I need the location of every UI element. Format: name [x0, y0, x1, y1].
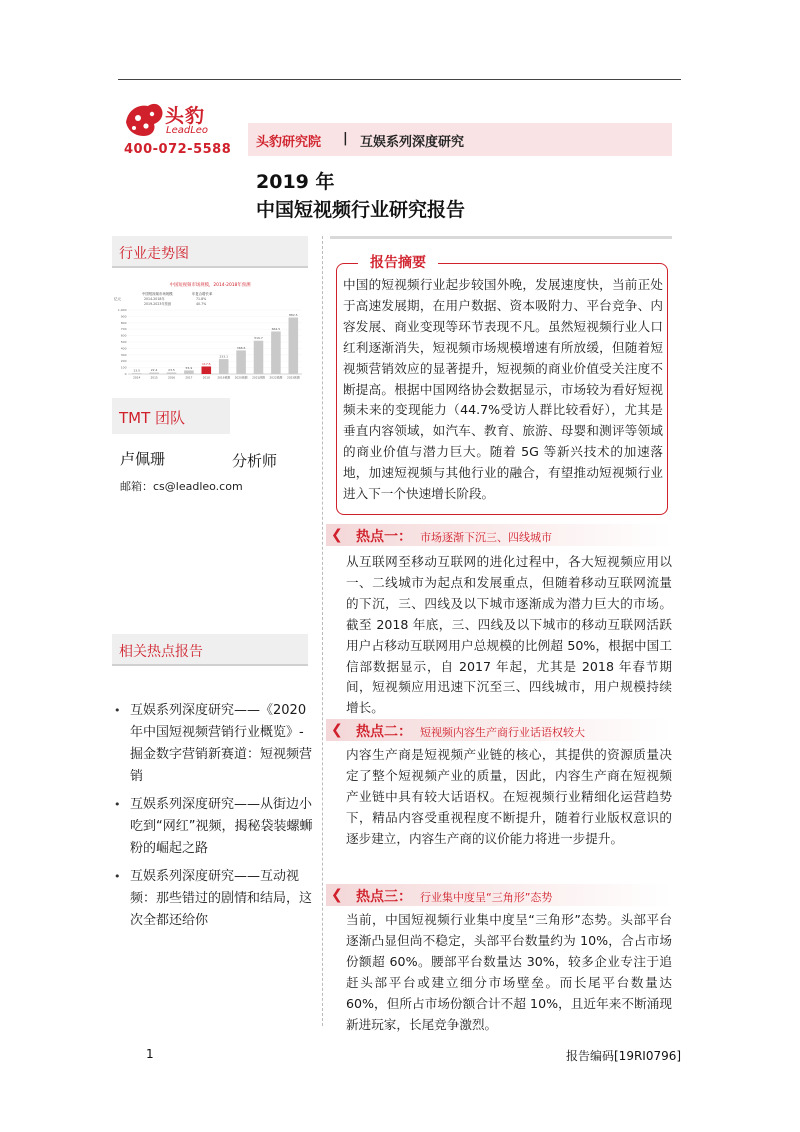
hotspot-3-heading — [326, 884, 672, 906]
x-tick-label: 2021预测 — [252, 375, 265, 380]
y-tick-label: 800 — [120, 320, 127, 325]
related-report-item[interactable]: • 互娱系列深度研究——《2020年中国短视频营销行业概览》-掘金数字营销新赛道：短视频营销 — [114, 700, 314, 788]
bar-value-label: 23.5 — [168, 367, 175, 372]
column-divider — [322, 236, 323, 1026]
chart-title: 中国短视频市场规模，2014-2018年预测 — [169, 283, 251, 288]
legend-row-value: 71.8% — [196, 297, 207, 301]
related-report-item[interactable]: • 互娱系列深度研究——互动视频：那些错过的剧情和结局，这次全都还给你 — [114, 866, 314, 932]
x-tick-label: 2023预测 — [286, 375, 300, 380]
summary-title: 报告摘要 — [370, 255, 426, 271]
chart-bar — [219, 359, 229, 374]
quote-mark-icon: ❮ — [331, 722, 343, 738]
page-title: 中国短视频行业研究报告 — [256, 199, 466, 221]
x-tick-label: 2019预测 — [217, 375, 231, 380]
quote-mark-icon: ❮ — [331, 887, 343, 903]
related-report-item[interactable]: • 互娱系列深度研究——从街边小吃到“网红”视频，揭秘袋装螺蛳粉的崛起之路 — [114, 794, 314, 860]
y-tick-label: 200 — [120, 359, 127, 364]
report-year: 2019 年 — [256, 171, 335, 193]
bar-value-label: 519.7 — [254, 336, 263, 341]
x-tick-label: 2022预测 — [269, 375, 283, 380]
chart-bar — [184, 370, 194, 374]
report-code: 报告编码[19RI0796] — [566, 1049, 682, 1063]
tmt-heading-label: TMT 团队 — [119, 409, 186, 427]
trend-section-heading — [112, 236, 308, 268]
hotspot-1-text: 从互联网至移动互联网的进化过程中，各大短视频应用以一、二线城市为起点和发展重点，但随着移动互联网流量的下沉，三、四线及以下城市逐渐成为潜力巨大的市场。截至 2018 年底，三、四线及以下城市的移动互联网活跃用户占移动互联网用户总规模的比例超 50%，根据中国工信部数据显示，自 2017 年起，尤其是 2018 年春节期间，短视频应用迅速下沉至三、四线城市，用户规模持续增长。 — [346, 554, 672, 716]
related-heading-label: 相关热点报告 — [119, 644, 203, 660]
quote-mark-icon: ❮ — [331, 527, 343, 543]
chart-bar — [236, 350, 246, 374]
x-tick-label: 2017 — [185, 375, 193, 380]
x-tick-label: 2016 — [167, 375, 176, 380]
brand-name-en: LeadLeo — [166, 125, 209, 136]
hotspot-3-text: 当前，中国短视频行业集中度呈“三角形”态势。头部平台逐渐凸显但尚不稳定，头部平台数量约为 10%，合占市场份额超 60%。腰部平台数量达 30%，较多企业专注于追赶头部平台或建立细分市场壁垒。而长尾平台数量达60%，但所占市场份额合计不超 10%，且近年来不断涌现新进玩家，长尾竞争激烈。 — [346, 912, 672, 1032]
bar-value-label: 664.5 — [271, 326, 281, 331]
chart-bar — [149, 373, 159, 374]
hotspot-3-subtitle: 行业集中度呈“三角形”态势 — [420, 891, 553, 904]
analyst-role: 分析师 — [232, 452, 278, 470]
chart-bar — [202, 366, 212, 374]
x-tick-label: 2020预测 — [234, 375, 248, 380]
header-band — [248, 123, 672, 156]
bar-value-label: 55.9 — [185, 365, 193, 370]
y-tick-label: 100 — [120, 365, 127, 370]
legend-header-right: 年复合增长率 — [192, 292, 213, 296]
y-tick-label: 900 — [120, 314, 127, 319]
summary-text: 中国的短视频行业起步较国外晚，发展速度快，当前正处于高速发展期，在用户数据、资本吸附力、平台竞争、内容发展、商业变现等环节表现不凡。虽然短视频行业人口红利逐渐消失，短视频市场规模增速有所放缓，但随着短视频营销效应的显著提升，短视频的商业价值受关注度不断提高。根据中国网络协会数据显示，市场较为看好短视频未来的变现能力（44.7%受访人群比较看好），尤其是垂直内容领域，如汽车、教育、旅游、母婴和测评等领域的商业价值与潜力巨大。随着 5G 等新兴技术的加速落地，加速短视频与其他行业的融合，有望推动短视频行业进入下一个快速增长阶段。 — [343, 277, 663, 502]
hotspot-1-heading — [326, 524, 672, 546]
related-reports-list — [114, 700, 314, 938]
institute-name: 头豹研究院 — [256, 135, 322, 150]
hotspot-2-subtitle: 短视频内容生产商行业话语权较大 — [420, 726, 585, 739]
x-tick-label: 2018 — [202, 375, 210, 380]
content-top-rule — [330, 236, 672, 239]
header-separator: | — [343, 131, 348, 146]
series-name: 互娱系列深度研究 — [360, 135, 465, 150]
hotspot-2-heading — [326, 719, 672, 741]
bar-value-label: 233.1 — [219, 354, 228, 359]
bar-value-label: 117.5 — [202, 361, 211, 366]
chart-bar — [289, 318, 299, 374]
analyst-name: 卢佩珊 — [120, 450, 166, 468]
y-tick-label: 500 — [120, 340, 127, 344]
legend-header-left: 中国短视频市场规模 — [142, 292, 173, 296]
bar-value-label: 882.5 — [289, 313, 298, 318]
y-tick-label: 600 — [120, 333, 127, 338]
hotspot-2-text: 内容生产商是短视频产业链的核心，其提供的资源质量决定了整个短视频产业的质量，因此，内容生产商在短视频产业链中具有较大话语权。在短视频行业精细化运营趋势下，精品内容受重视程度不断提升，随着行业版权意识的逐步建立，内容生产商的议价能力将进一步提升。 — [346, 747, 672, 846]
hotspot-1-label: 热点一： — [356, 529, 412, 545]
y-tick-label: 400 — [120, 346, 127, 351]
brand-name: 头豹 — [165, 105, 206, 127]
chart-bar — [271, 331, 281, 374]
market-size-chart — [112, 278, 308, 386]
y-tick-label: 0 — [124, 372, 127, 376]
related-section-heading — [112, 634, 308, 666]
legend-row-label: 2014-2018年 — [144, 297, 165, 301]
bar-value-label: 22.4 — [150, 368, 158, 373]
x-tick-label: 2015 — [150, 375, 158, 380]
hotspot-3-label: 热点三： — [356, 889, 412, 905]
chart-bar — [167, 372, 177, 374]
x-tick-label: 2014 — [133, 375, 141, 380]
legend-row-label: 2019-2023年预测 — [144, 302, 171, 306]
tmt-section-heading — [112, 398, 230, 434]
top-rule — [118, 79, 681, 80]
analyst-email[interactable]: 邮箱：cs@leadleo.com — [120, 480, 243, 493]
chart-unit-label: 亿元 — [114, 297, 122, 301]
y-tick-label: 700 — [120, 327, 127, 332]
hotspot-1-subtitle: 市场逐渐下沉三、四线城市 — [420, 531, 552, 544]
bar-value-label: 13.5 — [133, 368, 141, 373]
legend-row-value: 40.7% — [196, 302, 207, 306]
bar-value-label: 368.6 — [236, 345, 246, 350]
y-tick-label: 300 — [120, 352, 127, 357]
chart-bar — [132, 373, 142, 374]
trend-heading-label: 行业走势图 — [119, 246, 189, 262]
y-tick-label: 1,000 — [117, 308, 127, 312]
page-number: 1 — [146, 1047, 154, 1061]
contact-phone: 400-072-5588 — [124, 142, 232, 157]
chart-bar — [254, 341, 264, 374]
hotspot-2-label: 热点二： — [356, 724, 412, 740]
summary-title-wrap — [358, 250, 438, 274]
